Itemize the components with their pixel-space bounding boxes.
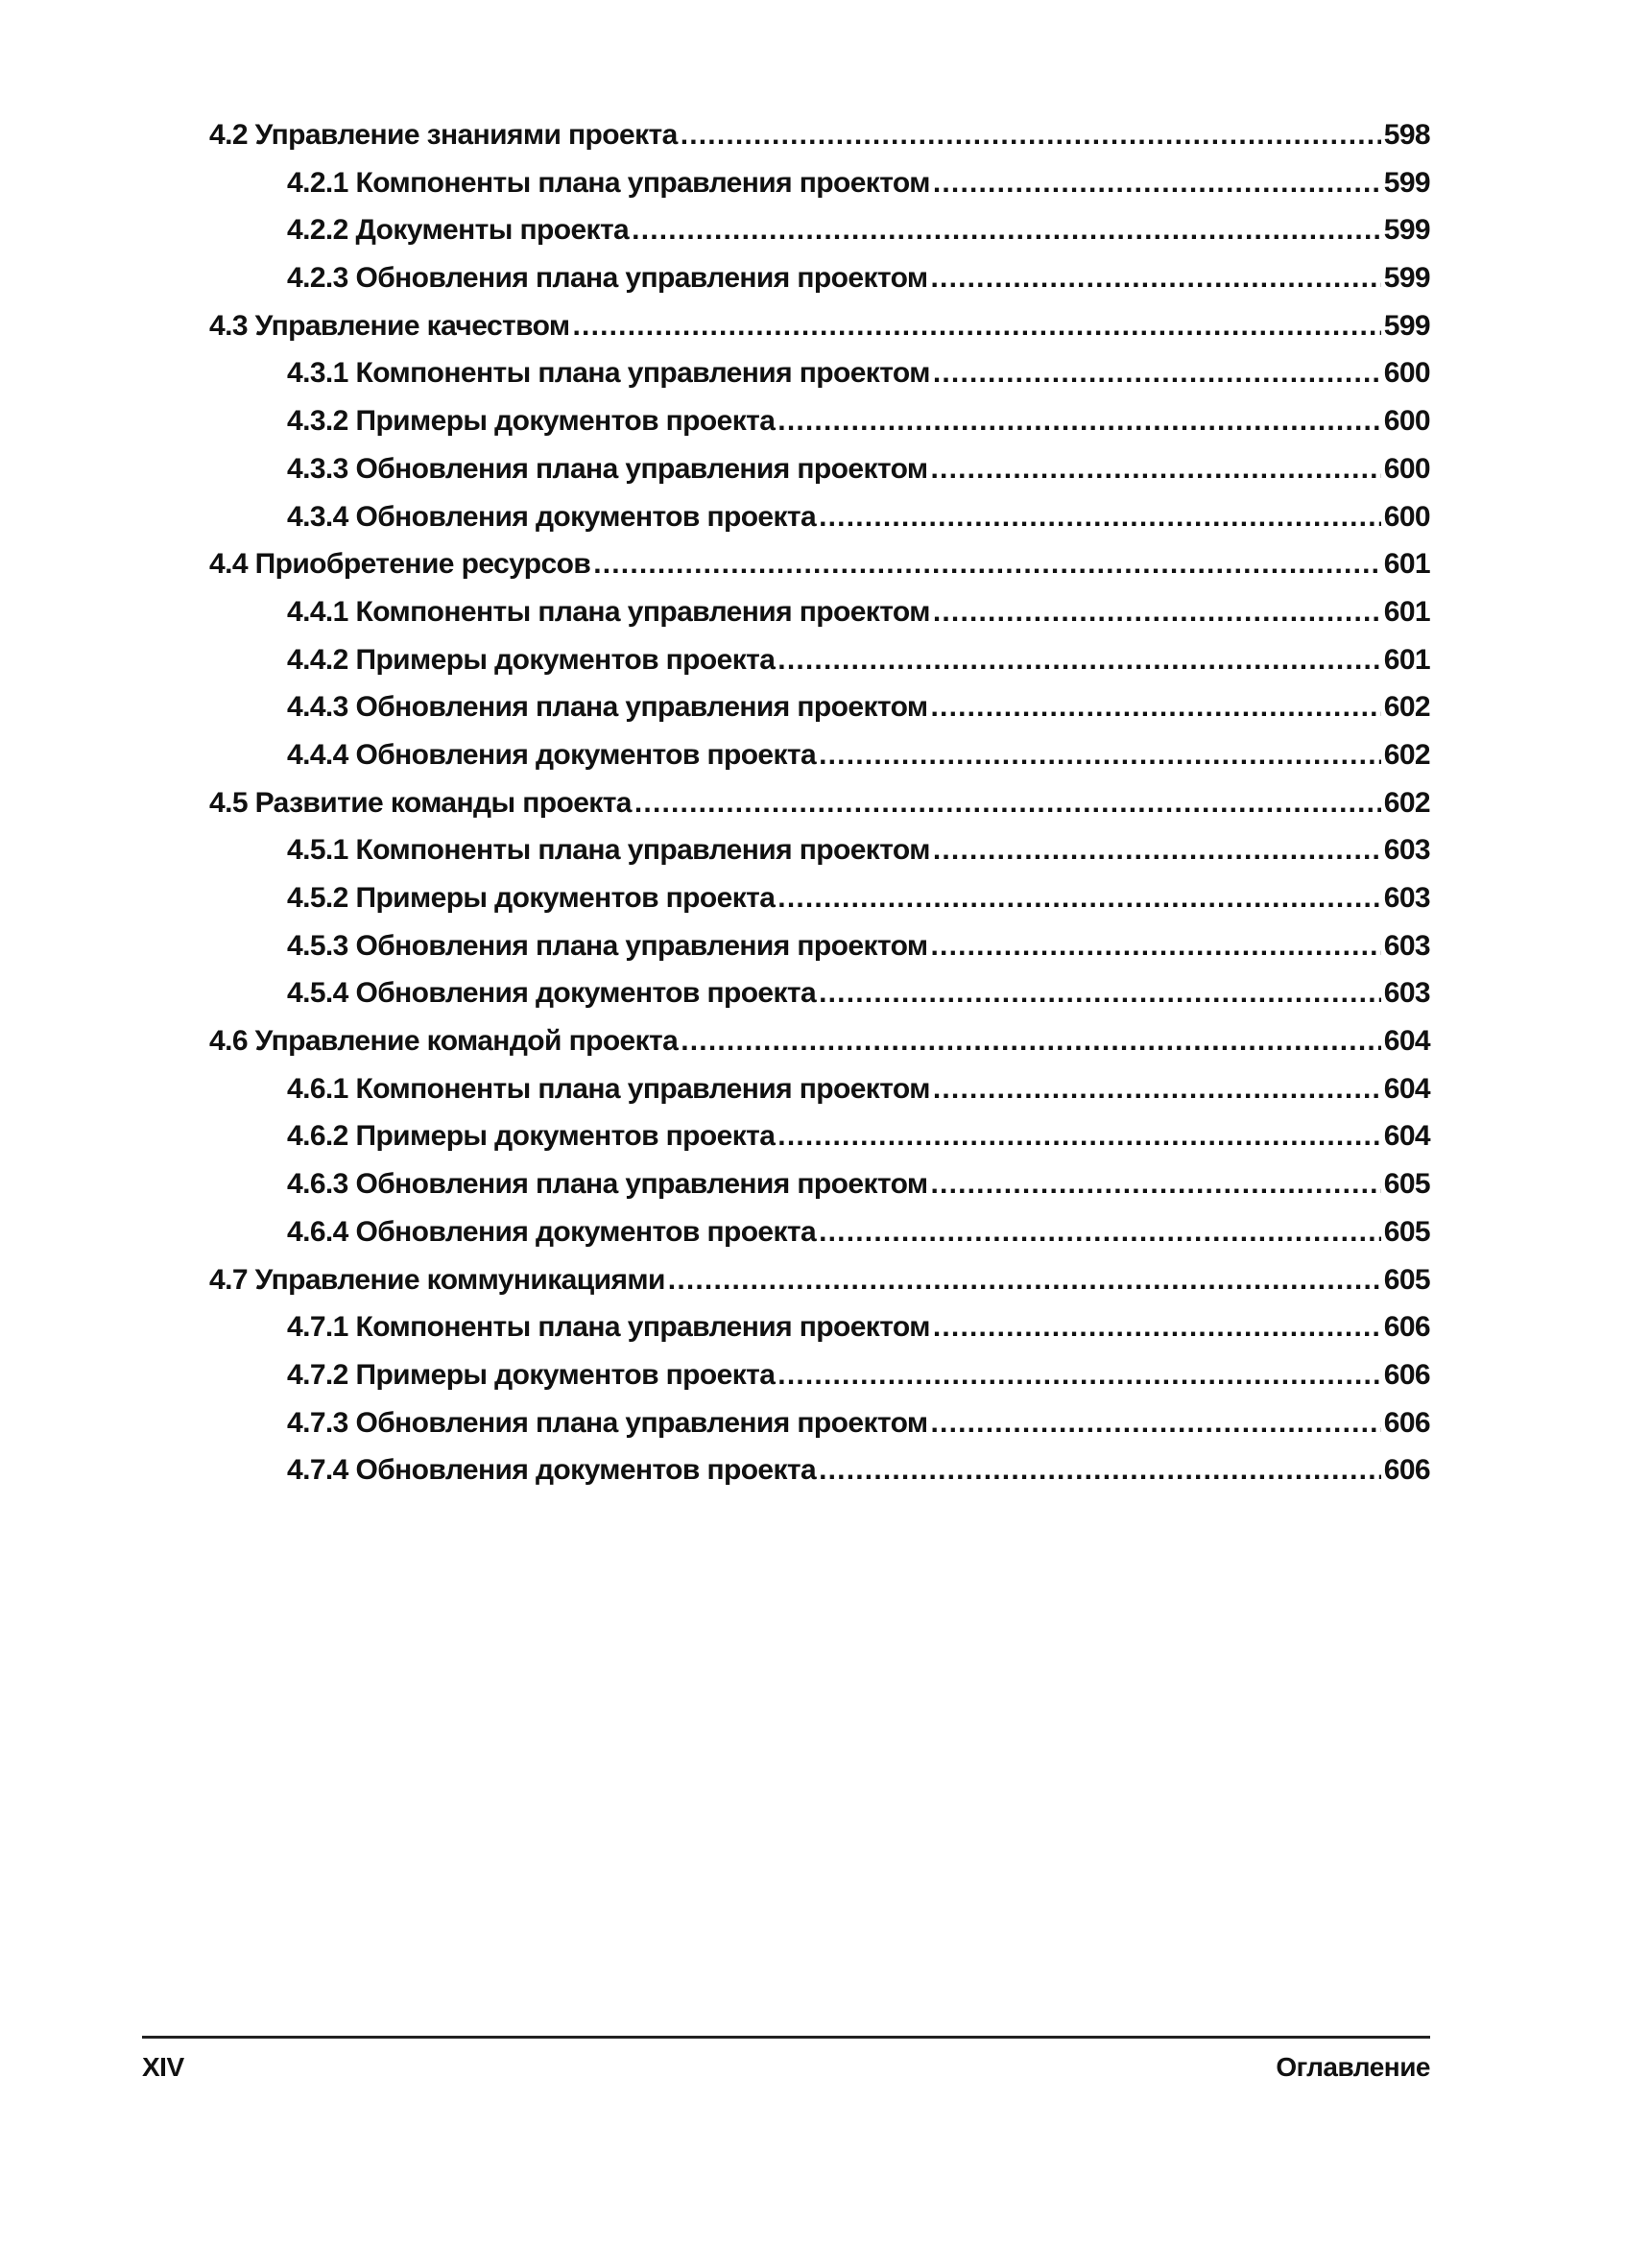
- toc-subsection-entry: [209, 1303, 1430, 1351]
- toc-subsection-entry: [209, 1399, 1430, 1447]
- toc-entry-number: 4.4: [209, 548, 248, 581]
- toc-subsection-entry: [209, 1065, 1430, 1113]
- dot-leader: [931, 1399, 1381, 1447]
- toc-entry-title: [287, 493, 816, 541]
- toc-entry-text: Приобретение ресурсов: [254, 548, 591, 581]
- toc-entry-title: [287, 1208, 816, 1256]
- toc-subsection-entry: [209, 397, 1430, 445]
- toc-entry-title: [287, 874, 775, 922]
- toc-section-entry: [209, 779, 1430, 827]
- dot-leader: [933, 159, 1381, 207]
- toc-entry-text: Документы проекта: [355, 214, 630, 247]
- toc-entry-number: 4.6.4: [287, 1215, 348, 1248]
- toc-entry-title: [209, 1017, 678, 1065]
- toc-entry-number: 4.5.2: [287, 882, 348, 914]
- toc-entry-page: 599: [1383, 166, 1430, 199]
- toc-entry-number: 4.7: [209, 1263, 248, 1296]
- toc-entry-page: 599: [1383, 309, 1430, 342]
- toc-entry-number: 4.2.1: [287, 166, 348, 199]
- toc-entry-title: [209, 111, 678, 159]
- dot-leader: [819, 493, 1381, 541]
- toc-entry-page: 606: [1383, 1311, 1430, 1344]
- toc-entry-number: 4.7.3: [287, 1406, 348, 1439]
- toc-subsection-entry: [209, 159, 1430, 207]
- toc-entry-title: [287, 922, 928, 970]
- toc-entry-title: [287, 588, 930, 636]
- toc-entry-text: Обновления документов проекта: [355, 500, 817, 533]
- toc-entry-title: [287, 1065, 930, 1113]
- toc-entry-number: 4.3.2: [287, 405, 348, 438]
- dot-leader: [777, 1351, 1380, 1399]
- toc-entry-text: Примеры документов проекта: [355, 405, 776, 438]
- toc-entry-title: [287, 731, 816, 779]
- toc-entry-title: [209, 1256, 665, 1304]
- toc-entry-title: [287, 397, 775, 445]
- toc-subsection-entry: [209, 922, 1430, 970]
- toc-entry-text: Управление командой проекта: [254, 1025, 679, 1058]
- toc-entry-text: Развитие команды проекта: [254, 786, 632, 819]
- toc-entry-text: Компоненты плана управления проектом: [355, 357, 930, 390]
- toc-entry-number: 4.3.4: [287, 500, 348, 533]
- toc-entry-number: 4.2.3: [287, 262, 348, 295]
- toc-entry-title: [287, 349, 930, 397]
- toc-entry-page: 603: [1383, 882, 1430, 914]
- toc-entry-number: 4.6.1: [287, 1072, 348, 1105]
- toc-entry-number: 4.4.4: [287, 738, 348, 771]
- dot-leader: [681, 111, 1381, 159]
- toc-subsection-entry: [209, 874, 1430, 922]
- dot-leader: [819, 1446, 1381, 1494]
- toc-entry-text: Управление коммуникациями: [254, 1263, 665, 1296]
- dot-leader: [931, 1160, 1381, 1208]
- toc-entry-page: 602: [1383, 738, 1430, 771]
- toc-entry-number: 4.3: [209, 309, 248, 342]
- toc-entry-title: [287, 206, 629, 254]
- toc-entry-number: 4.7.1: [287, 1311, 348, 1344]
- toc-entry-page: 600: [1383, 452, 1430, 485]
- toc-entry-page: 601: [1383, 643, 1430, 676]
- toc-entry-number: 4.5.3: [287, 929, 348, 962]
- toc-entry-page: 605: [1383, 1215, 1430, 1248]
- toc-entry-page: 602: [1383, 691, 1430, 724]
- toc-subsection-entry: [209, 206, 1430, 254]
- toc-subsection-entry: [209, 349, 1430, 397]
- toc-entry-text: Обновления документов проекта: [355, 977, 817, 1010]
- toc-subsection-entry: [209, 683, 1430, 731]
- toc-entry-page: 604: [1383, 1025, 1430, 1058]
- toc-entry-title: [209, 540, 590, 588]
- toc-entry-title: [287, 1399, 928, 1447]
- toc-section-entry: [209, 540, 1430, 588]
- toc-entry-page: 604: [1383, 1120, 1430, 1153]
- toc-subsection-entry: [209, 1446, 1430, 1494]
- toc-subsection-entry: [209, 588, 1430, 636]
- toc-entry-text: Примеры документов проекта: [355, 882, 776, 914]
- toc-entry-page: 603: [1383, 977, 1430, 1010]
- toc-entry-number: 4.2.2: [287, 214, 348, 247]
- toc-entry-title: [287, 1303, 930, 1351]
- toc-entry-text: Управление знаниями проекта: [254, 119, 678, 151]
- dot-leader: [933, 1303, 1381, 1351]
- toc-entry-number: 4.6.2: [287, 1120, 348, 1153]
- toc-entry-title: [287, 636, 775, 684]
- toc-entry-text: Примеры документов проекта: [355, 1358, 776, 1391]
- toc-entry-text: Примеры документов проекта: [355, 1120, 776, 1153]
- toc-subsection-entry: [209, 1160, 1430, 1208]
- toc-entry-page: 599: [1383, 214, 1430, 247]
- toc-entry-page: 598: [1383, 119, 1430, 151]
- toc-entry-text: Компоненты плана управления проектом: [355, 1072, 930, 1105]
- toc-entry-number: 4.7.2: [287, 1358, 348, 1391]
- toc-entry-title: [209, 302, 570, 350]
- toc-entry-text: Обновления плана управления проектом: [355, 1406, 928, 1439]
- toc-entry-text: Компоненты плана управления проектом: [355, 595, 930, 628]
- toc-entry-text: Обновления плана управления проектом: [355, 929, 928, 962]
- toc-entry-number: 4.4.3: [287, 691, 348, 724]
- toc-entry-text: Обновления документов проекта: [355, 1454, 817, 1487]
- toc-entry-page: 606: [1383, 1358, 1430, 1391]
- toc-subsection-entry: [209, 1208, 1430, 1256]
- toc-entry-title: [287, 826, 930, 874]
- dot-leader: [931, 445, 1381, 493]
- toc-subsection-entry: [209, 445, 1430, 493]
- toc-section-entry: [209, 1256, 1430, 1304]
- dot-leader: [931, 254, 1381, 302]
- toc-entry-text: Обновления плана управления проектом: [355, 262, 928, 295]
- dot-leader: [933, 826, 1381, 874]
- toc-entry-number: 4.4.2: [287, 643, 348, 676]
- dot-leader: [933, 349, 1381, 397]
- toc-entry-page: 604: [1383, 1072, 1430, 1105]
- toc-entry-page: 605: [1383, 1168, 1430, 1201]
- toc-entry-page: 599: [1383, 262, 1430, 295]
- toc-subsection-entry: [209, 1112, 1430, 1160]
- dot-leader: [933, 588, 1381, 636]
- toc-entry-page: 600: [1383, 500, 1430, 533]
- footer-page-number: XIV: [142, 2052, 184, 2082]
- table-of-contents: [209, 111, 1430, 1494]
- toc-entry-page: 601: [1383, 595, 1430, 628]
- toc-entry-page: 600: [1383, 405, 1430, 438]
- toc-entry-page: 601: [1383, 548, 1430, 581]
- dot-leader: [634, 779, 1381, 827]
- dot-leader: [777, 1112, 1380, 1160]
- toc-entry-text: Компоненты плана управления проектом: [355, 1311, 930, 1344]
- toc-entry-title: [287, 1160, 928, 1208]
- dot-leader: [819, 969, 1381, 1017]
- toc-entry-number: 4.5.4: [287, 977, 348, 1010]
- toc-entry-page: 606: [1383, 1454, 1430, 1487]
- toc-entry-text: Компоненты плана управления проектом: [355, 834, 930, 867]
- toc-entry-number: 4.4.1: [287, 595, 348, 628]
- toc-entry-number: 4.5.1: [287, 834, 348, 867]
- dot-leader: [933, 1065, 1381, 1113]
- toc-entry-number: 4.5: [209, 786, 248, 819]
- toc-entry-text: Обновления плана управления проектом: [355, 691, 928, 724]
- toc-entry-title: [209, 779, 632, 827]
- toc-entry-title: [287, 254, 928, 302]
- dot-leader: [819, 1208, 1381, 1256]
- toc-entry-text: Обновления документов проекта: [355, 1215, 817, 1248]
- toc-subsection-entry: [209, 731, 1430, 779]
- dot-leader: [777, 636, 1380, 684]
- toc-entry-title: [287, 1112, 775, 1160]
- dot-leader: [931, 922, 1381, 970]
- toc-entry-title: [287, 159, 930, 207]
- toc-section-entry: [209, 111, 1430, 159]
- dot-leader: [632, 206, 1381, 254]
- toc-entry-number: 4.2: [209, 119, 248, 151]
- toc-entry-text: Обновления плана управления проектом: [355, 452, 928, 485]
- toc-entry-page: 603: [1383, 929, 1430, 962]
- dot-leader: [668, 1256, 1381, 1304]
- toc-entry-page: 606: [1383, 1406, 1430, 1439]
- dot-leader: [777, 397, 1380, 445]
- dot-leader: [681, 1017, 1381, 1065]
- dot-leader: [819, 731, 1381, 779]
- toc-entry-number: 4.3.3: [287, 452, 348, 485]
- toc-section-entry: [209, 302, 1430, 350]
- toc-subsection-entry: [209, 826, 1430, 874]
- toc-entry-title: [287, 1351, 775, 1399]
- toc-subsection-entry: [209, 254, 1430, 302]
- toc-subsection-entry: [209, 1351, 1430, 1399]
- dot-leader: [573, 302, 1381, 350]
- toc-subsection-entry: [209, 636, 1430, 684]
- dot-leader: [931, 683, 1381, 731]
- toc-section-entry: [209, 1017, 1430, 1065]
- toc-entry-text: Обновления документов проекта: [355, 738, 817, 771]
- toc-entry-page: 602: [1383, 786, 1430, 819]
- toc-entry-text: Компоненты плана управления проектом: [355, 166, 930, 199]
- toc-subsection-entry: [209, 969, 1430, 1017]
- toc-entry-text: Обновления плана управления проектом: [355, 1168, 928, 1201]
- toc-entry-title: [287, 1446, 816, 1494]
- dot-leader: [593, 540, 1381, 588]
- toc-entry-page: 600: [1383, 357, 1430, 390]
- toc-entry-number: 4.3.1: [287, 357, 348, 390]
- toc-entry-page: 603: [1383, 834, 1430, 867]
- toc-entry-text: Примеры документов проекта: [355, 643, 776, 676]
- toc-entry-number: 4.6.3: [287, 1168, 348, 1201]
- footer-divider: [142, 2036, 1430, 2039]
- toc-entry-page: 605: [1383, 1263, 1430, 1296]
- toc-entry-number: 4.6: [209, 1025, 248, 1058]
- toc-entry-text: Управление качеством: [254, 309, 570, 342]
- toc-entry-title: [287, 683, 928, 731]
- toc-entry-title: [287, 445, 928, 493]
- toc-entry-number: 4.7.4: [287, 1454, 348, 1487]
- footer-section-title: Оглавление: [1276, 2052, 1430, 2082]
- dot-leader: [777, 874, 1380, 922]
- toc-subsection-entry: [209, 493, 1430, 541]
- toc-entry-title: [287, 969, 816, 1017]
